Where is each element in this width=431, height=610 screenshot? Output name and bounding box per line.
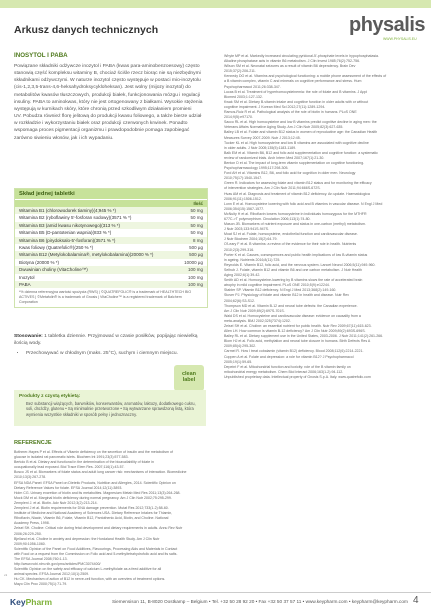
reference-line: 2009;85(4):295-302. (224, 344, 257, 349)
reference-line: in ageing. Nutrients 2016;8(11):725. (224, 257, 281, 262)
reference-line: Institute of Medicine and National Academy of Sciences USA. Dietary Reference Intakes for Thiamin, (14, 511, 173, 516)
clean-label-title: Produkty z czystą etykietą: (19, 394, 81, 399)
composition-column-header: Ilość (15, 199, 207, 207)
ingredient-name: Witamina B2 (ryboflawiny 5'-fosforan sodowy)(3571 % *) (19, 215, 132, 221)
reference-line: atrophy in mild cognitive impairment. PLoS ONE 2010;5(9):e12244. (224, 283, 330, 288)
intro-line: Powiązane składniki odżywcze inozytol i PABA (kwas para-aminobenzoesowy) często (14, 64, 200, 69)
usage-label: Stosowanie: (14, 334, 43, 339)
composition-row (15, 274, 207, 281)
reference-line: with Food on a request from the Commission on Folic acid and 5-methyltetrahydrofolic acid and its salts. (14, 551, 178, 556)
reference-line: Wilson SM et al. Neonatal seizures as a result of vitamin B6 dependency. Brain Dev (224, 64, 356, 69)
reference-line: Holm CG. Urinary excretion of biotin and its metabolites. Magnesium Metab Med Res 2011;13(3):264-268. (14, 490, 181, 495)
usage-list (14, 351, 206, 358)
reference-line: Coppen A et al. Folate and depression: a role for vitamin B12? J Psychopharmacol (224, 354, 354, 359)
composition-row (15, 214, 207, 221)
ingredient-amount: 50 mg (190, 230, 203, 236)
ingredient-amount: 500 µg (189, 252, 203, 258)
reference-line: http://www.ncbi.nlm.nih.gov/pmc/articles/PMC3074400/ (14, 562, 101, 567)
side-mark: v1 (4, 573, 8, 577)
reference-line: Zeisel SH et al. Choline: an essential nutrient for public health. Nutr Rev 2009;67(11):615-623. (224, 323, 372, 328)
reference-line: 2010;13(3):267-278. (14, 475, 47, 480)
ingredient-name: Kwas foliowy (Quatrefolic®)(250 % *) (19, 244, 94, 250)
reference-line: of intervention strategies. Am J Clin Nutr 2011;94:666S-672S. (224, 186, 321, 191)
reference-line: J Nutr Biochem 2004;15(2):64-79. (224, 237, 278, 242)
reference-line: Blom HJ et al. Folic acid, methylation and neural tube closure in humans. Birth Defects Res A (224, 339, 371, 344)
ingredient-amount: 100 mg (187, 267, 203, 273)
ingredient-amount: 500 µg (189, 244, 203, 250)
references-right (224, 54, 418, 380)
reference-line: Tucker KL et al. High homocysteine and low B vitamins are associated with cognitive decline (224, 140, 369, 145)
reference-line: Balk EM et al. Vitamin B6, B12 and folic acid supplementation and cognitive function: a systematic (224, 150, 378, 155)
reference-line: glucose in isolated rat pancreatic islets. Biochem Int 1991;23(3):577-583. (14, 455, 129, 460)
reference-line: review of randomized trials. Arch Intern Med 2007;167(1):21-30. (224, 155, 325, 160)
reference-line: 2014;9(5):e97170. (224, 115, 253, 120)
composition-row (15, 259, 207, 266)
ingredient-amount: 100 mg (187, 274, 203, 280)
composition-row (15, 229, 207, 236)
reference-line: Zeisel SH. Choline: Critical role during fetal development and dietary requirements in adults. Annu Rev Nutr (14, 526, 183, 531)
reference-line: Ramos-Ruiz R et al. Pathological analysis of the role of biotin in humans. PLoS ONE (224, 110, 357, 115)
clean-label-line2: label (182, 377, 196, 383)
reference-line: The EFSA Journal 2008;760:1-13. (14, 556, 68, 561)
ingredient-amount: 50 mg (190, 215, 203, 221)
reference-line: Porter K et al. Causes, consequences and public health implications of low B-vitamin status (224, 252, 368, 257)
intro-line: wspomaga proces pigmentacji organizmu i prawdopodobnie pomaga zapobiegać (14, 128, 190, 134)
reference-line: 2005;19(1):59-65. (224, 359, 253, 364)
reference-line: Veterans Affairs Normative Aging Study. Am J Clin Nutr 2005;82(3):627-635. (224, 125, 344, 130)
composition-rows (15, 207, 207, 288)
clean-label-line1: clean (181, 371, 197, 377)
reference-line: Benton D et al. The impact of long-term vitamin supplementation on cognitive functioning. (224, 160, 365, 165)
reference-line: Carmel R. How I treat cobalamin (vitamin B12) deficiency. Blood 2008;112(6):2214-2221. (224, 349, 364, 354)
reference-line: Dietary Reference Values for folate. EFSA Journal 2014;12(11):3893. (14, 485, 123, 490)
composition-row (15, 244, 207, 251)
ingredient-amount: 100 mg (187, 281, 203, 287)
reference-line: 2006;354(15):1567-1577. (224, 206, 265, 211)
reference-line: in older adults. J Nutr 2005;135(5):1183-1189. (224, 145, 297, 150)
composition-note: *% dzienna referencyjna wartość spożycia (RWS) | ©QUATREFOLIC® is a trademark of HEALTHTECH BIO (19, 290, 192, 295)
reference-line: Thompson MD et al. Vitamin B-12 and neural tube defects: the Canadian experience. (224, 303, 358, 308)
reference-line: Academy Press, 1998. (14, 521, 50, 526)
reference-line: O'Leary F et al. B vitamins: a review of the evidence for their role in health. Nutrients (224, 242, 357, 247)
reference-line: Aging 2002;6(1):39-42. (224, 273, 261, 278)
reference-line: 2006;26:229-250. (14, 531, 42, 536)
reference-line: Lonn E et al. Homocysteine lowering with folic acid and B vitamins in vascular disease. N Engl J Med (224, 201, 383, 206)
composition-table (14, 188, 208, 308)
section-title: INOSYTOL I PABA (14, 52, 68, 59)
clean-label-text: Bez substancji wiążących, barwników, konserwantów, aromatów, laktozy, dodatkowego cukru, soli, drożdży, glutenu • Są minimalnie przetworzone • Są wytwarzane sprawdzoną listą, która wymienia wszystkie składniki w sposób pełny i jednoznaczny. (26, 401, 196, 417)
reference-line: Selhub J. Folate, vitamin B12 and vitamin B6 and one carbon metabolism. J Nutr Health (224, 267, 363, 272)
usage-section (14, 334, 206, 359)
footer-logo (10, 597, 52, 607)
reference-line: Alkaline phosphatase acts in vitamin B6 metabolism. J Clin Invest 1985;76(2):752-756. (224, 59, 361, 64)
reference-line: Scientific Opinion on the safety and efficacy of calcium L-methylfolate as a feed additive for all (14, 567, 162, 572)
reference-line: Bothmer-Hayes P et al. Effects of Vitamin deficiency on the secretion of insulin and the metabolism of (14, 450, 173, 454)
reference-line: Stover PJ. Physiology of folate and vitamin B12 in health and disease. Nutr Rev (224, 293, 349, 298)
reference-line: Mayo Clin Proc 2000;75(1):71-79. (14, 582, 68, 587)
intro-paragraph (14, 63, 206, 142)
clean-label-badge (174, 365, 204, 391)
reference-line: Psychopharmacol 2011;26:338-347. (224, 84, 281, 89)
ingredient-name: Inozytol (19, 274, 35, 280)
reference-line: 677C->T polymorphism. Circulation 2006;113(1):74-80. (224, 217, 311, 221)
ingredient-name: Witamina B3 (amid kwasu nikotynowego)(313 % *) (19, 222, 121, 228)
reference-line: 2010;2(3):299-316. (224, 247, 255, 252)
reference-line: Ford AH et al. Vitamins B12, B6, and folic acid for cognition in older men. Neurology (224, 171, 356, 176)
reference-line: cognitive impairment. J Korean Med Sci 2012;27(11):1289-1294. (224, 104, 326, 109)
usage-text: 1 tabletka dziennie. Przyjmować w czasie posiłków, popijając niewielką ilością wody. (14, 334, 198, 346)
brand-logo (349, 14, 425, 37)
reference-line: 2015;37(2):206-211. (224, 69, 256, 74)
reference-line: Allen LH. How common is vitamin B-12 deficiency? Am J Clin Nutr 2009;89(2):693S-696S. (224, 329, 366, 334)
reference-line: Moat SJ et al. Folate, homocysteine, endothelial function and cardiovascular disease. (224, 232, 358, 237)
reference-line: Wald DS et al. Homocysteine and cardiovascular disease: evidence on causality from a (224, 313, 361, 318)
page-title: Arkusz danych technicznych (14, 24, 159, 36)
reference-line: EFSA NDA Panel: EFSA Panel on Dietetic Products, Nutrition and Allergies, 2014. Scientific Opinion on (14, 480, 176, 485)
reference-line: Mock DM et al. Marginal biotin deficiency during normal pregnancy. Am J Clin Nutr 2002;75:295-299. (14, 495, 172, 500)
reference-line: Whyte MP et al. Markedly increased circulating pyridoxal-5'-phosphate levels in hypophosphatasia. (224, 54, 379, 58)
ingredient-name: Witamina B5 (D-pantotenian wapnia)(833 % *) (19, 230, 112, 236)
reference-line: Kennedy DO et al. Vitamins and psychological functioning: a mobile phone assessment of the effects of (224, 74, 387, 79)
references-title: REFERENCJE (14, 440, 52, 446)
footer-address: Siemensison 11, B-8020 Oostkamp – Belgium • Tel. +32 50 28 92 20 • Fax +32 50 37 57 11 • www.keypharm.com • keypharm@keypharm.com (112, 599, 408, 604)
ingredient-name: Witamina B1 (chlorowodorek tiaminy)(4;945 % *) (19, 208, 117, 213)
composition-title: Skład jednej tabletki (15, 189, 207, 199)
intro-line: w rozkładzie i wykorzystaniu białek oraz produkcji czerwonych krwinek. Ponadto (14, 121, 188, 127)
composition-row (15, 251, 207, 258)
intro-line: (cis-1,2,3,5-trans-4,6-heksahydroksycykloheksan). Jest wolny (mijozy inozytol) do (14, 85, 191, 91)
intro-line: występują w kurnikach skóry, które chronią przed szkodliwym działaniem promieni (14, 106, 192, 112)
reference-line: Bailey RL et al. Dietary supplement use in the United States, 2003-2006. J Nutr 2011;141(2):261-266. (224, 334, 384, 339)
reference-line: 2010;75(17):1540-1547. (224, 176, 263, 181)
ingredient-amount: 8 mg (192, 237, 203, 243)
ingredient-amount: 50 mg (190, 222, 203, 228)
reference-line: occupationally lead exposed. Biol Trace Elem Res. 2007;116(1):43-57. (14, 465, 125, 470)
reference-line: 2006;91(11):1506-1512. (224, 196, 262, 201)
composition-row (15, 222, 207, 229)
intro-line: stanowią część kompleksu witaminy B, chociaż ściśle rzecz biorąc nie są niezbędnymi (14, 71, 201, 77)
references-left (14, 450, 206, 588)
ingredient-amount: 50 mg (190, 208, 203, 213)
reference-line: a B vitamin complex, vitamin C and minerals on cognitive performance and stress. Hum (224, 79, 362, 84)
clean-label-box (14, 390, 206, 426)
left-column (14, 52, 206, 587)
reference-line: 2009;90:1056-1060. (14, 541, 46, 546)
intro-line: metabolitów kwasów tłuszczowych, produkcji białek, funkcjonowania mózgu i regulacji (14, 92, 200, 98)
usage-bullet: • Przechowywać w chłodnym (maks. 25°C), suchym i ciemnym miejscu. (26, 351, 206, 358)
composition-note: ACTIVES | ©Metafolin® is a trademark of Gnosis | VitaCholine™ is a registered trademark of Balchem (19, 295, 182, 300)
intro-line: zarówno siwieniu włosów, jak i ich wypadaniu. (14, 135, 114, 141)
page-number: 4 (413, 595, 419, 606)
reference-line: meta-analysis. BMJ 2002;325(7374):1202. (224, 318, 291, 323)
composition-row (15, 266, 207, 273)
reference-line: Zempleni J. et al. Biotin. Adv Nutr 2012;3(2):213-214. (14, 500, 98, 505)
reference-line: McNulty H et al. Riboflavin lowers homocysteine in individuals homozygous for the MTHFR (224, 211, 367, 216)
footer-logo-pharm: Pharm (25, 597, 53, 607)
reference-line: Scientific Opinion of the Panel on Food Additives, Flavourings, Processing Aids and Materials in Contact (14, 546, 178, 551)
reference-line: Biomed 2003;1:127-132. (224, 94, 263, 99)
footer-logo-key: Key (10, 597, 26, 607)
reference-line: Riboflavin, Niacin, Vitamin B6, Folate, Vitamin B12, Pantothenic Acid, Biotin, and Choline. National (14, 516, 169, 521)
reference-line: Psychopharmacology 1995;117:298-305. (224, 166, 289, 171)
footer (0, 592, 431, 610)
reference-line: Zempleni J et al. Biotin requirements for DNA damage prevention. Mutat Res 2012;733(1-2):58-60. (14, 506, 169, 511)
reference-line: Reynolds E. Vitamin B12, folic acid, and the nervous system. Lancet Neurol 2006;5(11):949-960. (224, 262, 376, 267)
composition-row (15, 207, 207, 214)
reference-line: J Nutr 2003;133:941S-947S. (224, 227, 269, 232)
ingredient-name: Dwuwinian choliny (VitaCholine™) (19, 267, 88, 273)
ingredient-name: Biotyna (20000 % *) (19, 259, 60, 265)
composition-notes (15, 288, 207, 307)
ingredient-name: Witamina B12 (Metylokobalamina®, metylokobalamina)(20000 % *) (19, 252, 154, 258)
reference-line: Hu CK. Mechanism of action of B12 in nerve-cell function, with an overview of treatment options. (14, 577, 166, 582)
reference-line: animal species. EFSA Journal 2012;10(1):2509. (14, 572, 90, 577)
intro-line: UV. Pobudza również florę jelitową do produkcji kwasu foliowego, a także bierze udział (14, 114, 202, 120)
ingredient-amount: 10000 µg (184, 259, 203, 265)
reference-line: Smith AD et al. Homocysteine-lowering by B vitamins slows the rate of accelerated brain (224, 278, 363, 283)
reference-line: Hvas AM et al. Diagnosis and treatment of vitamin B12 deficiency. An update. Haematologica (224, 191, 370, 196)
reference-line: Bosco JS et al. Biomarkers of folate status and adult lung cancer risk: mechanisms of interaction. Biomedicine (14, 470, 187, 475)
reference-line: mitochondrial energy metabolism. Chem Biol Interact 2006;163(1-2):94-112. (224, 369, 344, 374)
reference-line: Sacco RL et al. High homocysteine and low B vitamins predict cognitive decline in aging men: the (224, 120, 377, 125)
ingredient-name: PABA (19, 281, 31, 287)
intro-line: insuliny. PABA to aminokwas, który nie jest ortogenowany z białkami. Wysokie stężenia (14, 99, 203, 105)
composition-note: Corporation (19, 300, 38, 305)
header-accent-bar (0, 0, 431, 8)
reference-line: Bertolo B et al. Dietary and functional in the determination of the bioavailability of folate in (14, 460, 154, 465)
reference-line: Am J Clin Nutr 2009;89(2):697S-701S. (224, 308, 285, 313)
composition-row (15, 281, 207, 288)
reference-line: Stabler SP. Vitamin B12 deficiency. N Engl J Med 2013;368(2):149-160. (224, 288, 337, 293)
reference-line: Depeint F et al. Mitochondrial function and toxicity: role of the B vitamin family on (224, 364, 351, 369)
ingredient-name: Witamina B6 (pirydoksalo-5'-fosforan)(3571 % *) (19, 237, 116, 243)
reference-line: Lucas B et al. Treatment of hyperhomocysteinemia: the role of folate and B vitamins. J Appl (224, 89, 368, 94)
reference-line: Measures Survey 2007-2009. Nutr J 2013;12:45. (224, 135, 301, 140)
intro-line: składnikami odżywczymi. W naturze inozytol często występuje w postaci mio-inozytolu (14, 78, 201, 84)
brand-logo-text: physalis (349, 14, 426, 36)
composition-row (15, 237, 207, 244)
reference-line: 2004;62(6):S3-S12. (224, 298, 255, 303)
reference-line: Kwak SM et al. Dietary B-vitamin intake and cognitive function in older adults with or without (224, 99, 369, 104)
reference-line: Mason JB. Biomarkers of nutrient exposure and status in one-carbon (methyl) metabolism. (224, 222, 366, 227)
brand-logo-subtitle: WWW.PHYSALIS.EU (383, 37, 417, 41)
reference-line: Bjelland et al. Choline in anxiety and depression: the Hordaland Health Study. Am J Clin Nutr (14, 536, 160, 541)
reference-line: Unpublished proprietary data. Intellectual property of Gnosis S.p.A. Italy. www.quatrefolic.com (224, 374, 371, 379)
reference-line: Green R. Indicators for assessing folate and vitamin B12 status and for monitoring the efficacy (224, 181, 372, 186)
reference-line: Bailey LB et al. Folate and vitamin B12 status in women of reproductive age: the Canadian Health (224, 130, 378, 135)
